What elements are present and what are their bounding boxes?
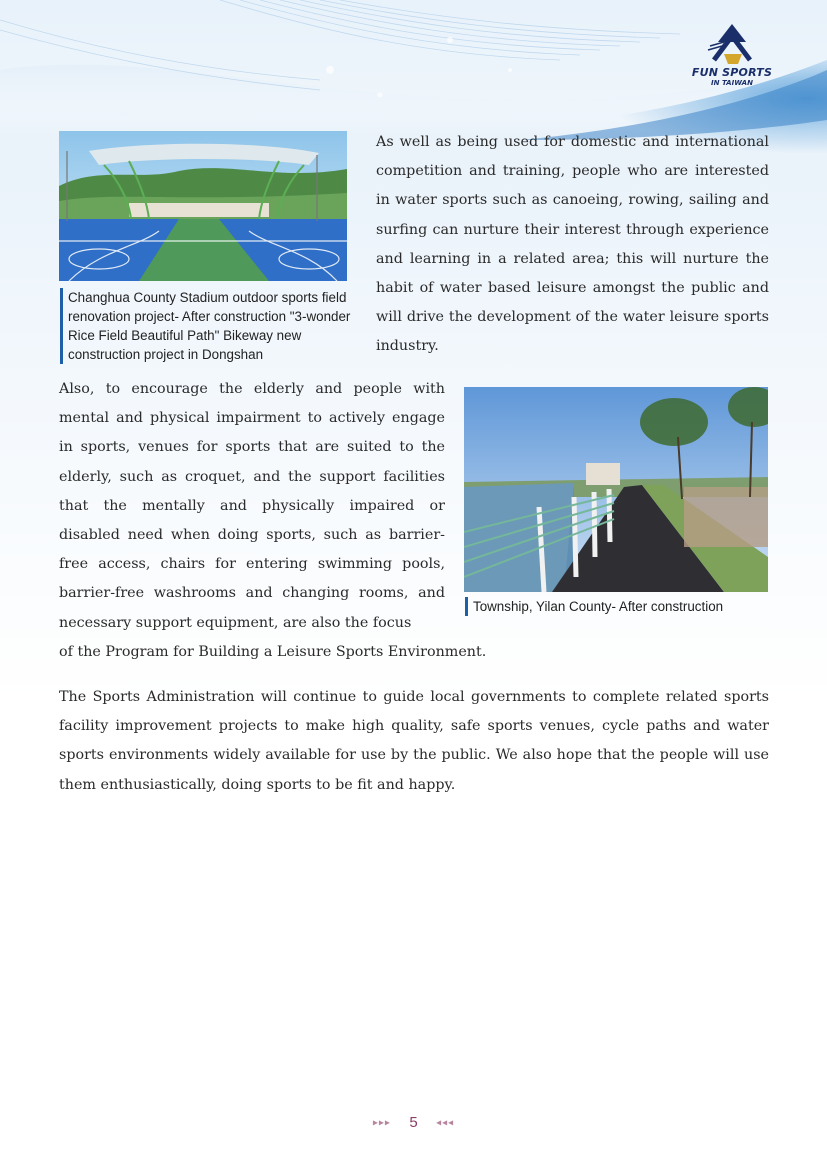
page-number: 5	[409, 1114, 418, 1132]
right-arrows-icon: ◂◂◂	[436, 1117, 455, 1129]
bikeway-photo	[464, 387, 768, 592]
paragraph-elderly-sports: Also, to encourage the elderly and people with mental and physical impairment to actively engage in sports, venues for sports that are suited to the elderly, such as croquet, and the support facilities that the mentally and physically impaired or disabled need when doing sports, such as barrier-free access, chairs for entering swimming pools, barrier-free washrooms and changing rooms, and necessary support equipment, are also the focus	[59, 381, 445, 631]
page-footer	[0, 1114, 827, 1132]
brand-line2: IN TAIWAN	[711, 79, 753, 87]
paragraph-water-sports: As well as being used for domestic and international competition and training, people who are interested in water sports such as canoeing, rowing, sailing and surfing can nurture their interest through experience and learning in a related area; this will nurture the habit of water based leisure amongst the public and will drive the development of the water leisure sports industry.	[376, 134, 769, 355]
paragraph-sports-administration: The Sports Administration will continue to guide local governments to complete related sports facility improvement projects to make high quality, safe sports venues, cycle paths and water sports environments widely available for use by the public. We also hope that the people will use them enthusiastically, doing sports to be fit and happy.	[59, 689, 769, 793]
stadium-photo	[59, 131, 347, 281]
bikeway-photo-caption: Township, Yilan County- After construction	[465, 597, 773, 616]
left-arrows-icon: ▸▸▸	[372, 1117, 391, 1129]
stadium-photo-caption: Changhua County Stadium outdoor sports field renovation project- After construction "3-wonder Rice Field Beautiful Path" Bikeway new construction project in Dongshan	[60, 288, 353, 364]
brand-line1: FUN SPORTS	[691, 66, 773, 79]
paragraph-elderly-sports-end: of the Program for Building a Leisure Sports Environment.	[59, 644, 487, 660]
